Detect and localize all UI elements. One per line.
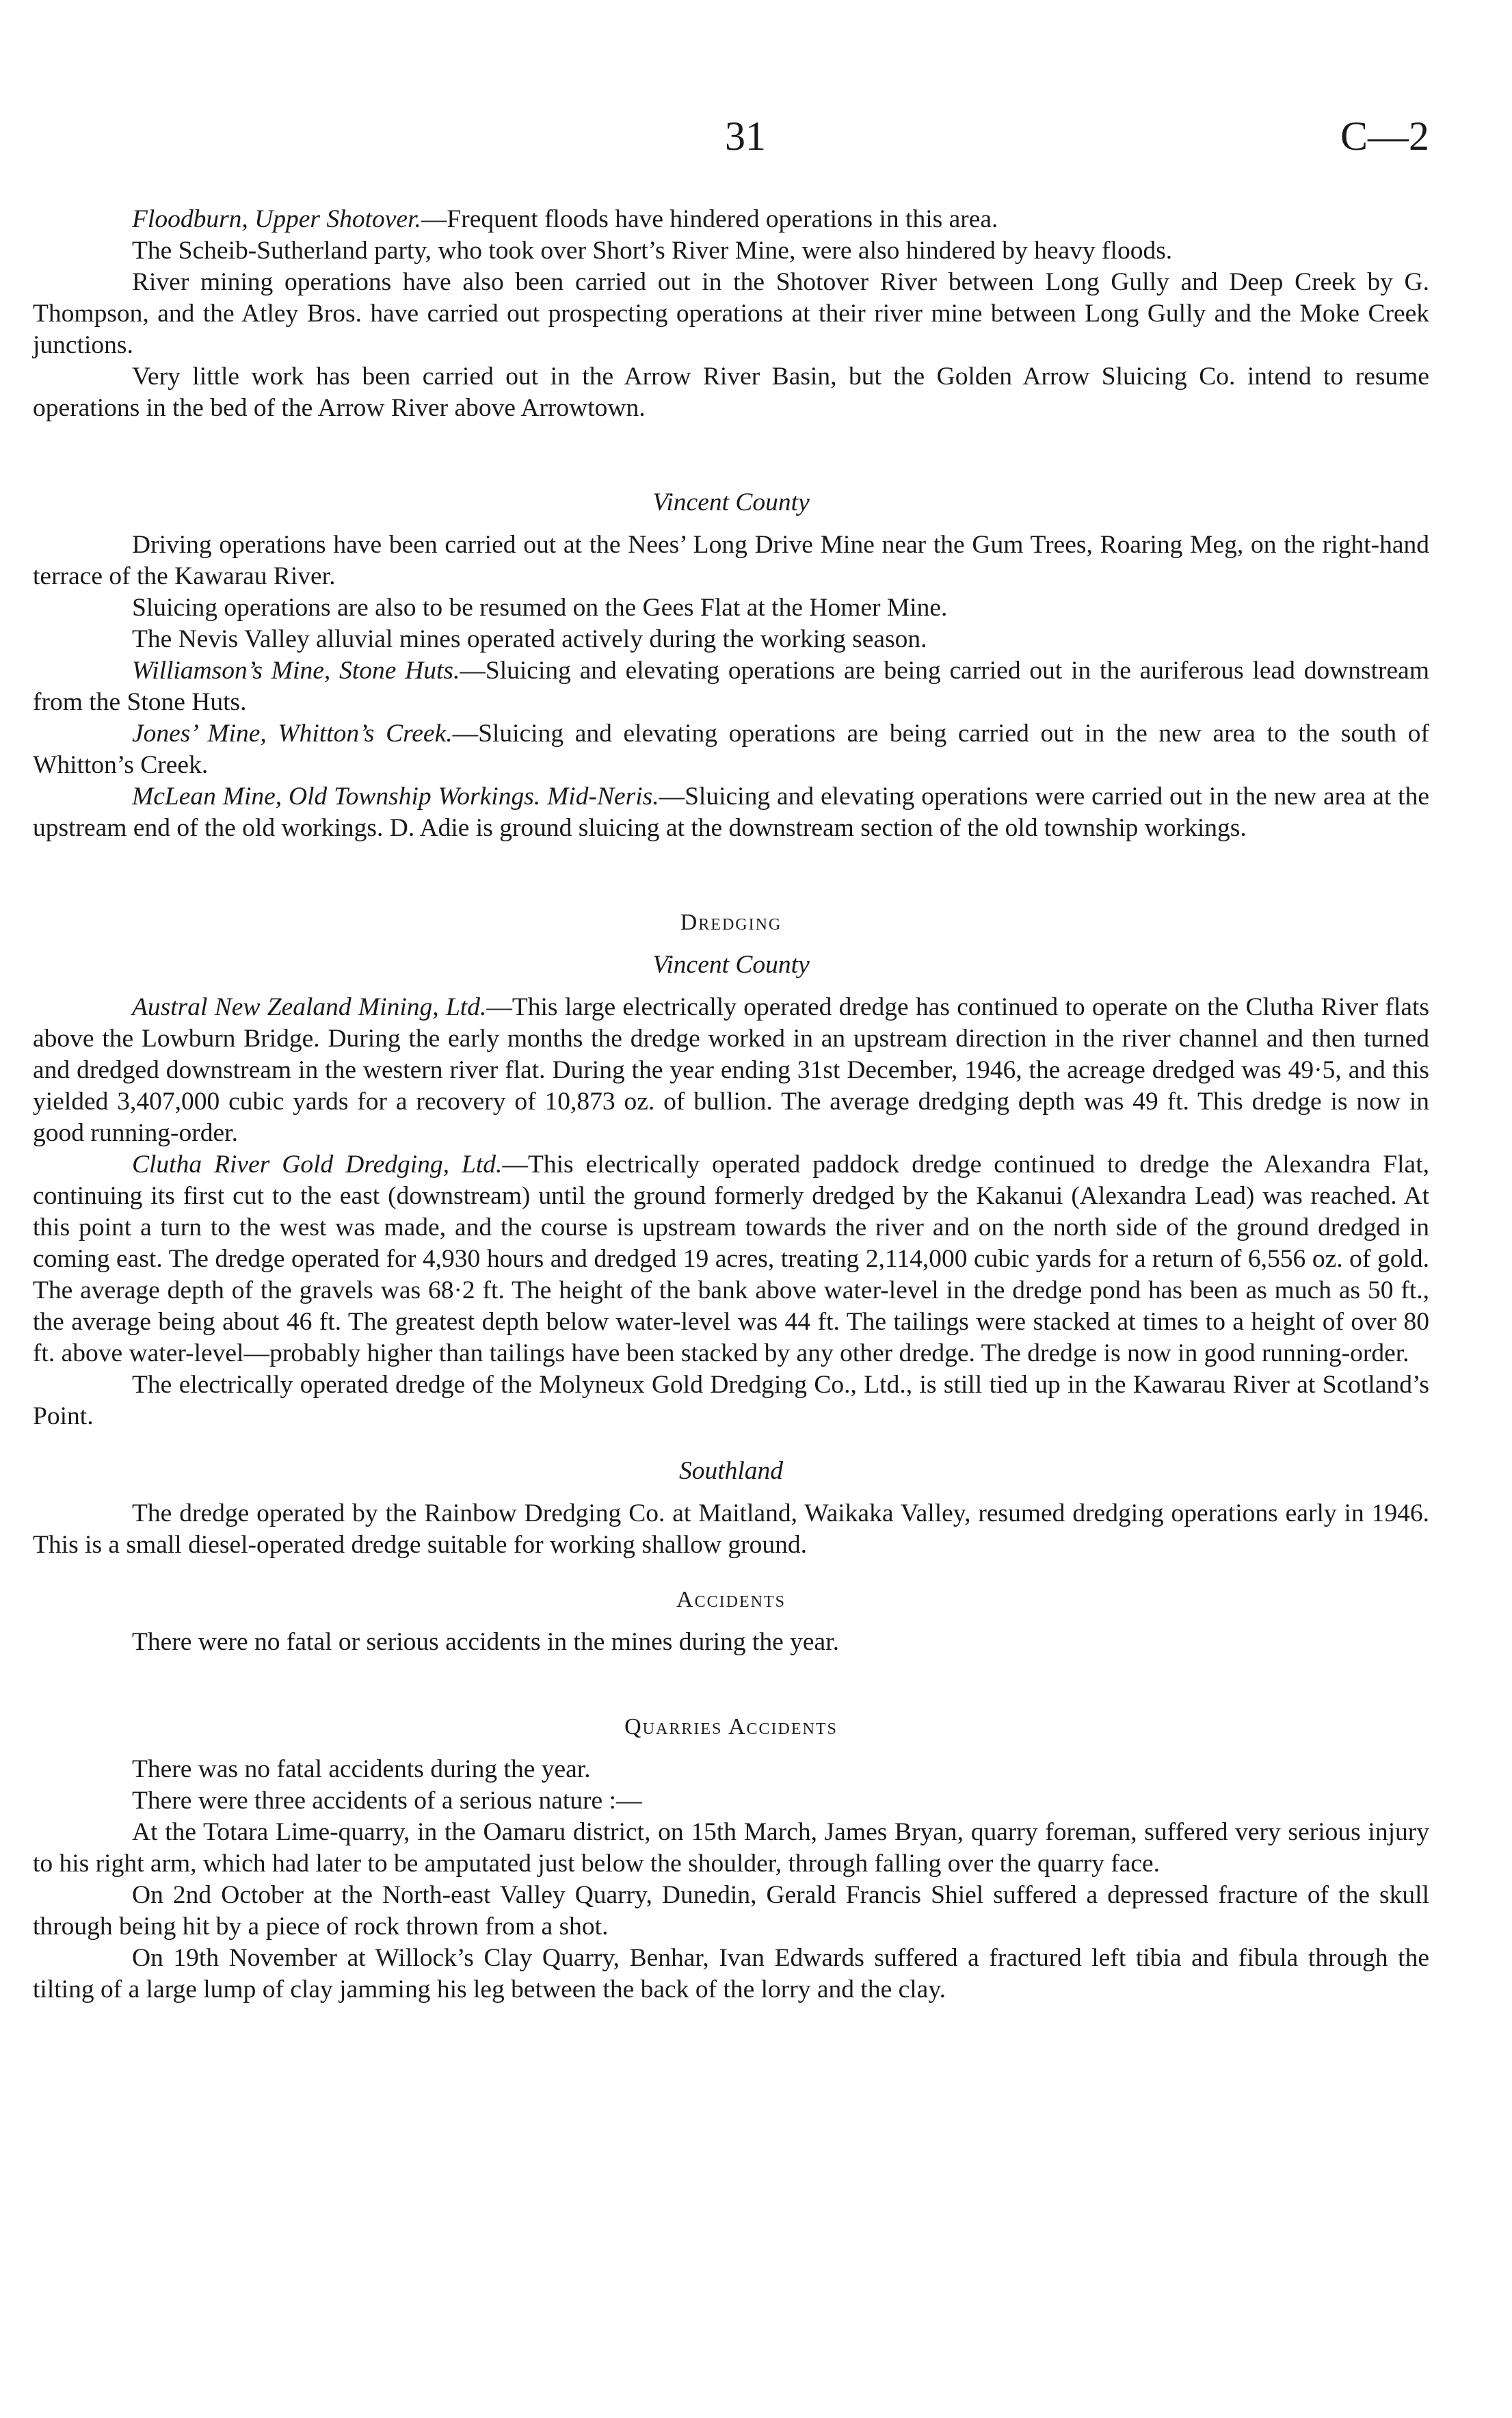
section-heading-accidents: Accidents [676,1587,786,1612]
paragraph: There were no fatal or serious accidents in the mines during the year. [132,1628,839,1656]
section-heading-dredging: Dredging [680,910,782,935]
paragraph-williamson [33,655,1429,718]
paragraph-title: Austral New Zealand Mining, Ltd. [132,993,487,1021]
paragraph-upper-shotover [33,204,1429,235]
section-heading-southland: Southland [678,1457,784,1485]
paragraph-austral [33,992,1429,1149]
paragraph-text: —Sluicing and elevating operations are being carried out in the auriferous lead downstream from the Stone Huts. [33,657,1429,716]
page-header [0,113,1512,174]
paragraph: The Nevis Valley alluvial mines operated actively during the working season. [132,625,927,653]
paragraph: There was no fatal accidents during the year. [132,1755,591,1783]
paragraph-clutha [33,1149,1429,1369]
paragraph-title: Floodburn, Upper Shotover. [132,205,421,233]
subheading-vincent-county: Vincent County [652,951,810,979]
paragraph: Driving operations have been carried out at the Nees’ Long Drive Mine near the Gum Trees, Roaring Meg, on the right-hand terrace of the Kawarau River. [33,531,1429,590]
paragraph: On 2nd October at the North-east Valley Quarry, Dunedin, Gerald Francis Shiel suffered a depressed fracture of the skull through being hit by a piece of rock thrown from a shot. [33,1881,1429,1941]
paragraph-text: —This large electrically operated dredge has continued to operate on the Clutha River flats above the Lowburn Bridge. During the early months the dredge worked in an upstream direction in the river channel and then turned and dredged downstream in the western river flat. During the year ending 31st December, 1946, the acreage dredged was 49·5, and this yielded 3,407,000 cubic yards for a recovery of 10,873 oz. of bullion. The average dredging depth was 49 ft. This dredge is now in good running-order. [33,993,1429,1147]
paragraph-text: —Sluicing and elevating operations were carried out in the new area at the upstream end of the old workings. D. Adie is ground sluicing at the downstream section of the old township workings. [33,783,1429,842]
page-body [33,204,1429,2006]
paragraph: At the Totara Lime-quarry, in the Oamaru district, on 15th March, James Bryan, quarry foreman, suffered very serious injury to his right arm, which had later to be amputated just below the shoulder, through falling over the quarry face. [33,1818,1429,1878]
page-number: 31 [725,114,766,159]
section-heading-vincent-county: Vincent County [652,488,810,516]
paragraph-title: McLean Mine, Old Township Workings. Mid-Neris. [132,783,659,811]
paragraph-jones [33,718,1429,781]
paragraph: Very little work has been carried out in the Arrow River Basin, but the Golden Arrow Sluicing Co. intend to resume operations in the bed of the Arrow River above Arrowtown. [33,363,1429,422]
document-code: C—2 [1340,114,1430,159]
paragraph: The dredge operated by the Rainbow Dredging Co. at Maitland, Waikaka Valley, resumed dredging operations early in 1946. This is a small diesel-operated dredge suitable for working shallow ground. [33,1499,1429,1559]
paragraph: The Scheib-Sutherland party, who took over Short’s River Mine, were also hindered by heavy floods. [132,237,1173,265]
paragraph-title: Clutha River Gold Dredging, Ltd. [132,1151,503,1179]
paragraph-title: Jones’ Mine, Whitton’s Creek. [132,720,453,748]
paragraph: The electrically operated dredge of the Molyneux Gold Dredging Co., Ltd., is still tied up in the Kawarau River at Scotland’s Point. [33,1371,1429,1430]
paragraph: Sluicing operations are also to be resumed on the Gees Flat at the Homer Mine. [132,594,948,622]
paragraph-text: —Frequent floods have hindered operations in this area. [421,205,998,233]
paragraph: On 19th November at Willock’s Clay Quarry, Benhar, Ivan Edwards suffered a fractured left tibia and fibula through the tilting of a large lump of clay jamming his leg between the back of the lorry and the clay. [33,1944,1429,2003]
paragraph-text: —This electrically operated paddock dredge continued to dredge the Alexandra Flat, continuing its first cut to the east (downstream) until the ground formerly dredged by the Kakanui (Alexandra Lead) was reached. At this point a turn to the west was made, and the course is upstream towards the river and on the north side of the ground dredged in coming east. The dredge operated for 4,930 hours and dredged 19 acres, treating 2,114,000 cubic yards for a return of 6,556 oz. of gold. The average depth of the gravels was 68·2 ft. The height of the bank above water-level in the dredge pond has been as much as 50 ft., the average being about 46 ft. The greatest depth below water-level was 44 ft. The tailings were stacked at times to a height of over 80 ft. above water-level—probably higher than tailings have been stacked by any other dredge. The dredge is now in good running-order. [33,1151,1430,1367]
paragraph-text: —Sluicing and elevating operations are being carried out in the new area to the south of Whitton’s Creek. [33,720,1429,779]
paragraph-title: Williamson’s Mine, Stone Huts. [132,657,460,685]
paragraph: There were three accidents of a serious nature :— [132,1787,642,1815]
paragraph-mclean [33,781,1429,844]
section-heading-quarries-accidents: Quarries Accidents [624,1714,838,1739]
paragraph: River mining operations have also been carried out in the Shotover River between Long Gully and Deep Creek by G. Thompson, and the Atley Bros. have carried out prospecting operations at their river mine between Long Gully and the Moke Creek junctions. [33,268,1429,359]
